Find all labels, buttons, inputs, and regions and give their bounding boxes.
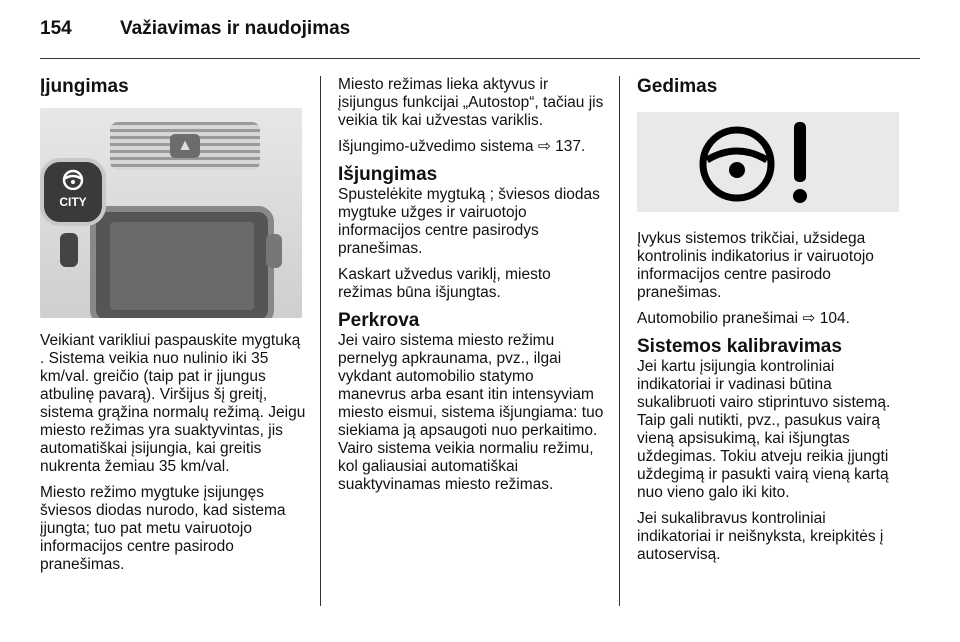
para-stop-start-ref: Išjungimo-užvedimo sistema ⇨ 137.	[338, 138, 586, 155]
infotainment-screen	[90, 206, 274, 318]
city-mode-button	[40, 158, 106, 226]
column-2	[338, 76, 604, 502]
para-failure: Įvykus sistemos trikčiai, užsidega kontrolinis indikatorius ir vairuotojo informacijos centre pasirodo pranešimas.	[637, 230, 874, 301]
page-number: 154	[40, 18, 72, 39]
heading-calibration: Sistemos kalibravimas	[637, 336, 842, 357]
city-label: CITY	[59, 195, 87, 209]
heading-failure: Gedimas	[637, 76, 718, 97]
steering-warning-figure	[637, 112, 899, 212]
heading-disable: Išjungimas	[338, 164, 438, 185]
para-overload: Jei vairo sistema miesto režimu pernelyg apkraunama, pvz., ilgai vykdant automobilio statymo manevrus arba esant itin intensyviam miesto eismui, sistema išjungiama: tuo siekiama ją apsaugoti nuo perkaitimo. Vairo sistema veikia normaliu režimu, kol galiausiai automatiškai suaktyvinamas miesto režimas.	[338, 332, 604, 493]
column-3	[637, 76, 903, 572]
page-header	[40, 18, 350, 40]
steering-wheel-icon	[58, 168, 88, 190]
header-rule	[40, 58, 920, 59]
city-button-photo	[40, 108, 302, 318]
heading-overload: Perkrova	[338, 310, 420, 331]
heading-enable: Įjungimas	[40, 76, 129, 97]
para-autostop: Miesto režimas lieka aktyvus ir įsijungus funkcijai „Autostop“, tačiau jis veikia tik kai užvestas variklis.	[338, 76, 604, 129]
column-1	[40, 76, 306, 582]
volume-knob	[266, 234, 282, 268]
hazard-icon: ▲	[170, 134, 200, 158]
para-disable-1: Spustelėkite mygtuką ; šviesos diodas mygtuke užges ir vairuotojo informacijos centre pasirodys pranešimas.	[338, 186, 600, 257]
para-messages-ref: Automobilio pranešimai ⇨ 104.	[637, 310, 850, 327]
para-enable-2: Miesto režimo mygtuke įsijungęs šviesos diodas nurodo, kad sistema įjungta; tuo pat metu vairuotojo informacijos centre pasirodo pranešimas.	[40, 484, 286, 573]
para-calibration-1: Jei kartu įsijungia kontroliniai indikatoriai ir vadinasi būtina sukalibruoti vairo stiprintuvo sistemą. Taip gali nutikti, pvz., pasukus vairą vieną apsisukimą, kai išjungtas uždegimas. Tokiu atveju reikia įjungti uždegimą ir pasukti vairą vieną kartą nuo vieno galo iki kito.	[637, 358, 891, 501]
city-button-small	[60, 233, 78, 267]
column-divider-2	[619, 76, 620, 606]
para-calibration-2: Jei sukalibravus kontroliniai indikatoriai ir neišnyksta, kreipkitės į autoservisą.	[637, 510, 884, 563]
para-disable-2: Kaskart užvedus variklį, miesto režimas būna išjungtas.	[338, 266, 551, 301]
steering-fault-icon	[637, 112, 899, 212]
para-enable-1: Veikiant varikliui paspauskite mygtuką . Sistema veikia nuo nulinio iki 35 km/val. greičio (taip pat ir įjungus atbulinę pavarą). Viršijus šį greitį, sistema grąžina normalų režimą. Jeigu miesto režimas yra suaktyvintas, jis automatiškai įsijungia, kai greitis nukrenta žemiau 35 km/val.	[40, 332, 306, 475]
column-divider-1	[320, 76, 321, 606]
page-title: Važiavimas ir naudojimas	[120, 18, 351, 39]
